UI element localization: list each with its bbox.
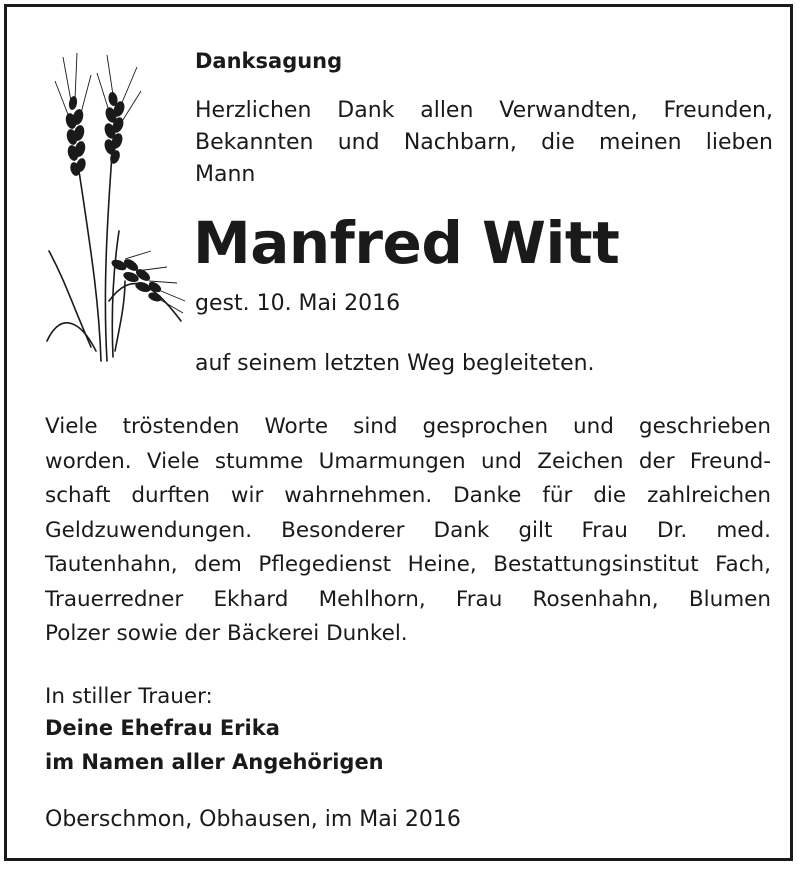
outro-text: auf seinem letzten Weg begleiteten. [195, 351, 595, 376]
body-line: schaft durften wir wahrnehmen. Danke für die zahlreichen [45, 483, 771, 508]
obituary-card [4, 4, 793, 861]
deceased-name: Manfred Witt [193, 209, 620, 277]
wheat-ears-icon [41, 51, 187, 363]
mourning-note: In stiller Trauer: [45, 684, 213, 709]
place-date: Oberschmon, Obhausen, im Mai 2016 [45, 807, 461, 832]
intro-line: Mann [195, 162, 256, 187]
body-line: worden. Viele stumme Umarmungen und Zeichen der Freund- [45, 448, 771, 474]
signature-primary: Deine Ehefrau Erika [45, 716, 280, 740]
intro-line: Bekannten und Nachbarn, die meinen lieben [195, 130, 773, 155]
death-date: gest. 10. Mai 2016 [195, 291, 401, 316]
intro-text [195, 95, 773, 191]
body-line: Tautenhahn, dem Pflegedienst Heine, Bestattungsinstitut Fach, [45, 552, 771, 577]
intro-line: Herzlichen Dank allen Verwandten, Freunden, [195, 98, 773, 123]
body-line: Geldzuwendungen. Besonderer Dank gilt Frau Dr. med. [45, 517, 771, 543]
body-line: Trauerredner Ekhard Mehlhorn, Frau Rosenhahn, Blumen [45, 586, 771, 612]
body-text [45, 410, 771, 652]
body-line: Polzer sowie der Bäckerei Dunkel. [45, 621, 408, 646]
body-line: Viele tröstenden Worte sind gesprochen und geschrieben [45, 414, 771, 439]
heading: Danksagung [195, 49, 343, 73]
signature-secondary: im Namen aller Angehörigen [45, 750, 384, 774]
